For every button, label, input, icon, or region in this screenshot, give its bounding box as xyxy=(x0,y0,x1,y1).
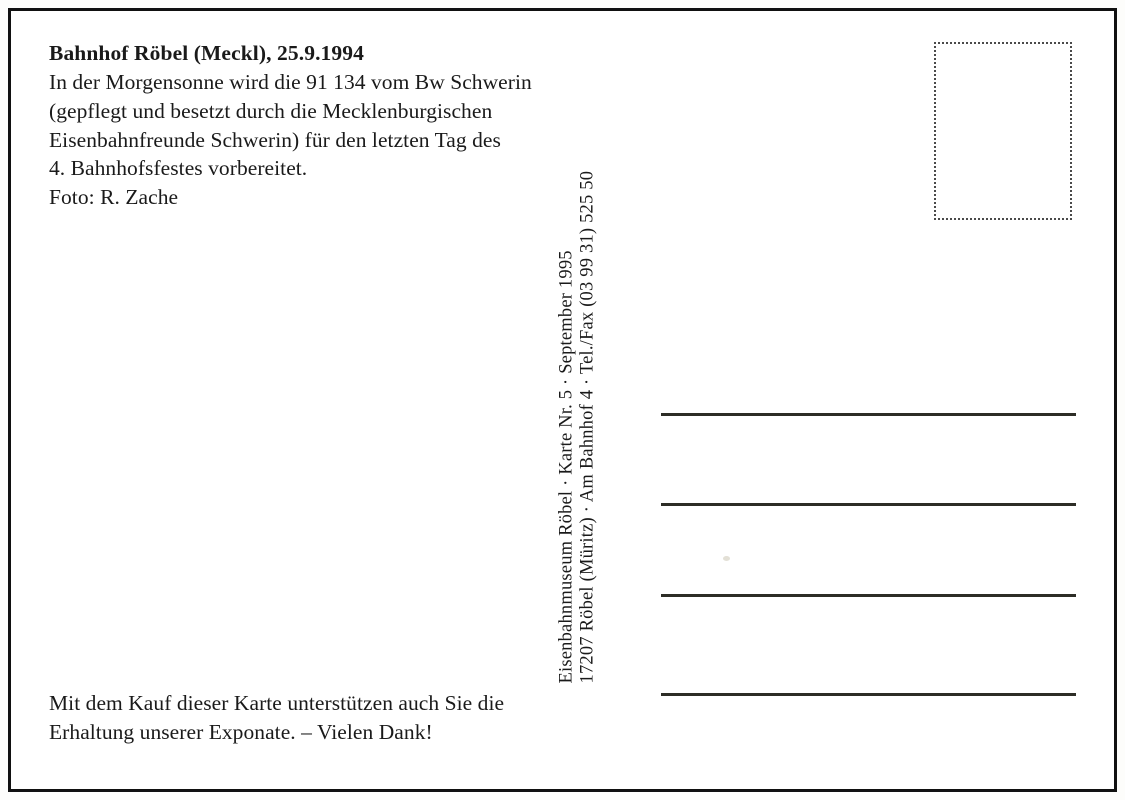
paper-speck xyxy=(723,556,730,561)
caption-block xyxy=(49,39,569,211)
caption-line-2: (gepflegt und besetzt durch die Mecklenburgischen xyxy=(49,98,493,123)
caption-line-3: Eisenbahnfreunde Schwerin) für den letzten Tag des xyxy=(49,127,501,152)
publisher-line-2: 17207 Röbel (Müritz) · Am Bahnhof 4 · Tel./Fax (03 99 31) 525 50 xyxy=(577,170,598,683)
support-note-line-2: Erhaltung unserer Exponate. – Vielen Dank! xyxy=(49,719,433,744)
address-line-2 xyxy=(661,503,1076,506)
publisher-line-1: Eisenbahnmuseum Röbel · Karte Nr. 5 · September 1995 xyxy=(556,249,577,683)
support-note-line-1: Mit dem Kauf dieser Karte unterstützen auch Sie die xyxy=(49,690,505,715)
caption-title: Bahnhof Röbel (Meckl), 25.9.1994 xyxy=(49,41,364,65)
caption-line-1: In der Morgensonne wird die 91 134 vom Bw Schwerin xyxy=(49,70,532,95)
card-border xyxy=(8,8,1117,792)
stamp-area-box xyxy=(934,42,1072,220)
publisher-imprint xyxy=(547,123,601,683)
address-line-1 xyxy=(661,413,1076,416)
caption-line-4: 4. Bahnhofsfestes vorbereitet. xyxy=(49,156,308,181)
address-line-4 xyxy=(661,693,1076,696)
support-note xyxy=(49,689,609,747)
photo-credit: Foto: R. Zache xyxy=(49,184,179,209)
address-line-3 xyxy=(661,594,1076,597)
card-inner xyxy=(11,11,1114,789)
